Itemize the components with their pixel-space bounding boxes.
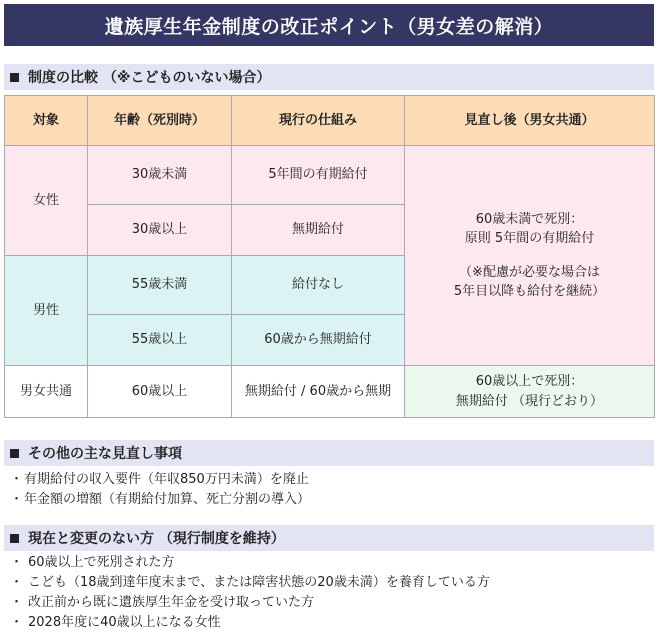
section-heading-text: 現在と変更のない方 （現行制度を維持） [28, 531, 285, 547]
header-new: 見直し後（男女共通） [405, 96, 655, 146]
current-cell: 無期給付 / 60歳から無期 [232, 366, 405, 418]
current-cell: 60歳から無期給付 [232, 315, 405, 366]
bullet: ・ [10, 472, 24, 487]
section-heading-comparison [4, 64, 654, 90]
new-rule-note: （※配慮が必要な場合は [459, 264, 600, 280]
bullet: ・ [10, 595, 24, 610]
age-cell: 55歳未満 [88, 256, 232, 315]
list-item: ・ 改正前から既に遺族厚生年金を受け取っていた方 [10, 593, 490, 613]
page-title: 遺族厚生年金制度の改正ポイント（男女差の解消） [4, 4, 654, 46]
bullet: ・ [10, 615, 24, 630]
section-heading-text: 制度の比較 （※こどものいない場合） [28, 70, 271, 86]
table-row [5, 366, 655, 418]
section-heading-text: その他の主な見直し事項 [28, 446, 182, 462]
bullet: ・ [10, 575, 24, 590]
new-rule-line: 無期給付 （現行どおり） [455, 393, 604, 409]
list-item: ・有期給付の収入要件（年収850万円未満）を廃止 [10, 470, 310, 490]
header-age: 年齢（死別時） [88, 96, 232, 146]
new-rule-note: 5年目以降も給付を継続） [453, 284, 606, 299]
header-current: 現行の仕組み [232, 96, 405, 146]
square-bullet-icon [10, 449, 19, 458]
square-bullet-icon [10, 534, 19, 543]
square-bullet-icon [10, 73, 19, 82]
age-cell: 60歳以上 [88, 366, 232, 418]
section-heading-unchanged [4, 525, 654, 551]
list-item: ・ こども（18歳到達年度末まで、または障害状態の20歳未満）を養育している方 [10, 573, 490, 593]
list-item: ・ 2028年度に40歳以上になる女性 [10, 613, 490, 632]
female-label-cell: 女性 [5, 146, 88, 256]
new-rule-over60-cell [405, 366, 655, 418]
table-row [5, 146, 655, 205]
current-cell: 給付なし [232, 256, 405, 315]
common-label-cell: 男女共通 [5, 366, 88, 418]
age-cell: 30歳以上 [88, 205, 232, 256]
new-rule-line: 60歳未満で死別： [475, 211, 584, 227]
bullet: ・ [10, 492, 24, 507]
current-cell: 無期給付 [232, 205, 405, 256]
bullet: ・ [10, 555, 24, 570]
new-rule-under60-cell [405, 146, 655, 366]
list-item: ・ 60歳以上で死別された方 [10, 553, 490, 573]
comparison-table [4, 95, 655, 418]
new-rule-line: 60歳以上で死別： [475, 374, 584, 389]
other-changes-list [10, 470, 310, 510]
age-cell: 30歳未満 [88, 146, 232, 205]
header-target: 対象 [5, 96, 88, 146]
table-header-row [5, 96, 655, 146]
male-label-cell: 男性 [5, 256, 88, 366]
current-cell: 5年間の有期給付 [232, 146, 405, 205]
new-rule-line: 原則 5年間の有期給付 [464, 231, 595, 246]
unchanged-list [10, 553, 490, 632]
section-heading-other-changes [4, 440, 654, 466]
age-cell: 55歳以上 [88, 315, 232, 366]
list-item: ・年金額の増額（有期給付加算、死亡分割の導入） [10, 490, 310, 510]
